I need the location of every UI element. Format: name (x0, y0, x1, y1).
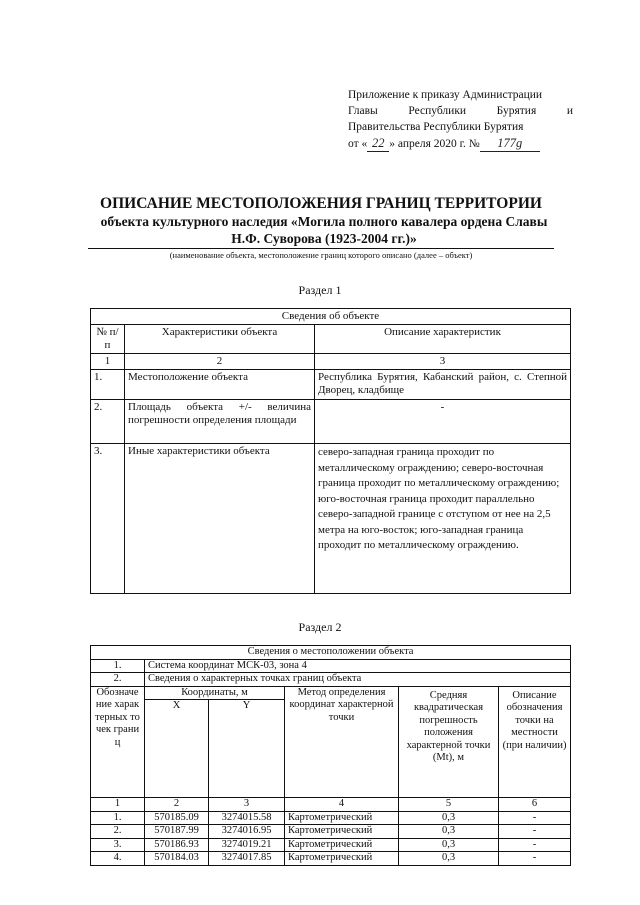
col-header-y: Y (209, 700, 285, 798)
table-row (91, 838, 571, 852)
row-description: - (315, 400, 571, 444)
header-word: Бурятия (496, 105, 537, 117)
item-num: 1. (91, 659, 145, 673)
row-num: 3. (91, 444, 125, 594)
table-row (91, 811, 571, 825)
point-id: 1. (91, 811, 145, 825)
document-title: ОПИСАНИЕ МЕСТОПОЛОЖЕНИЯ ГРАНИЦ ТЕРРИТОРИИ (100, 195, 542, 212)
row-characteristic: Площадь объекта +/- величина погрешности определения площади (125, 400, 315, 444)
coordinate-system: Система координат МСК-03, зона 4 (145, 659, 571, 673)
index-cell: 2 (125, 354, 315, 370)
location-info-table (90, 645, 571, 866)
coord-x: 570187.99 (145, 825, 209, 839)
index-cell: 2 (145, 798, 209, 812)
points-heading: Сведения о характерных точках границ объекта (145, 673, 571, 687)
error-value: 0,3 (399, 811, 499, 825)
appendix-header (348, 87, 573, 152)
coord-x: 570184.03 (145, 852, 209, 866)
item-num: 2. (91, 673, 145, 687)
coord-y: 3274019.21 (209, 838, 285, 852)
method: Картометрический (285, 825, 399, 839)
row-num: 2. (91, 400, 125, 444)
object-name-line-1: объекта культурного наследия «Могила полного кавалера ордена Славы (100, 214, 548, 229)
section-2-heading: Раздел 2 (298, 620, 342, 634)
col-header-coordinates: Координаты, м (145, 686, 285, 700)
table-row (91, 370, 571, 400)
order-number-handwritten: 177g (480, 135, 540, 152)
table-row (91, 400, 571, 444)
error-value: 0,3 (399, 825, 499, 839)
index-cell: 3 (315, 354, 571, 370)
col-header-error: Средняя квадратическая погрешность положения характерной точки (Мt), м (399, 686, 499, 798)
coord-x: 570186.93 (145, 838, 209, 852)
error-value: 0,3 (399, 852, 499, 866)
object-name (78, 213, 570, 247)
coord-y: 3274017.85 (209, 852, 285, 866)
row-description: Республика Бурятия, Кабанский район, с. Степной Дворец, кладбище (315, 370, 571, 400)
object-info-table (90, 308, 571, 594)
point-description: - (499, 852, 571, 866)
point-description: - (499, 825, 571, 839)
index-cell: 3 (209, 798, 285, 812)
section-1-heading: Раздел 1 (298, 283, 342, 297)
index-cell: 4 (285, 798, 399, 812)
date-mid: » апреля 2020 г. № (389, 138, 480, 150)
header-word: Главы (348, 105, 378, 117)
col-header-x: X (145, 700, 209, 798)
point-description: - (499, 838, 571, 852)
point-id: 3. (91, 838, 145, 852)
header-line-3: Правительства Республики Бурятия (348, 121, 524, 133)
table-row (91, 825, 571, 839)
row-num: 1. (91, 370, 125, 400)
table-title: Сведения о местоположении объекта (91, 646, 571, 660)
method: Картометрический (285, 852, 399, 866)
header-date-line (348, 135, 573, 152)
col-header-characteristics: Характеристики объекта (125, 325, 315, 354)
index-cell: 5 (399, 798, 499, 812)
table-title: Сведения об объекте (91, 309, 571, 325)
index-cell: 6 (499, 798, 571, 812)
method: Картометрический (285, 838, 399, 852)
header-line-2 (348, 103, 573, 119)
object-name-caption: (наименование объекта, местоположение границ которого описано (далее – объект) (169, 250, 473, 260)
date-day-handwritten: 22 (367, 135, 389, 152)
col-header-num: № п/п (91, 325, 125, 354)
col-header-point-description: Описание обозначения точки на местности (при наличии) (499, 686, 571, 798)
point-id: 4. (91, 852, 145, 866)
header-word: Республики (408, 105, 467, 117)
col-header-points: Обозначение характерных точек границ (91, 686, 145, 798)
date-prefix: от « (348, 138, 368, 150)
coord-x: 570185.09 (145, 811, 209, 825)
object-name-line-2: Н.Ф. Суворова (1923-2004 гг.)» (231, 231, 417, 246)
table-row (91, 444, 571, 594)
header-line-1: Приложение к приказу Администрации (348, 89, 543, 101)
index-cell: 1 (91, 798, 145, 812)
point-description: - (499, 811, 571, 825)
index-cell: 1 (91, 354, 125, 370)
col-header-method: Метод определения координат характерной точки (285, 686, 399, 798)
row-description: северо-западная граница проходит по металлическому ограждению; северо-восточная граница проходит по металлическому ограждению; юго-восточная граница проходит параллельно северо-западной границе с отступом от нее на 2,5 метра на юго-восток; юго-западная граница проходит по металлическому ограждению. (315, 444, 571, 594)
row-characteristic: Иные характеристики объекта (125, 444, 315, 594)
method: Картометрический (285, 811, 399, 825)
point-id: 2. (91, 825, 145, 839)
row-characteristic: Местоположение объекта (125, 370, 315, 400)
col-header-description: Описание характеристик (315, 325, 571, 354)
error-value: 0,3 (399, 838, 499, 852)
header-word: и (566, 105, 573, 117)
coord-y: 3274016.95 (209, 825, 285, 839)
underline-divider (88, 248, 554, 249)
coord-y: 3274015.58 (209, 811, 285, 825)
table-row (91, 852, 571, 866)
